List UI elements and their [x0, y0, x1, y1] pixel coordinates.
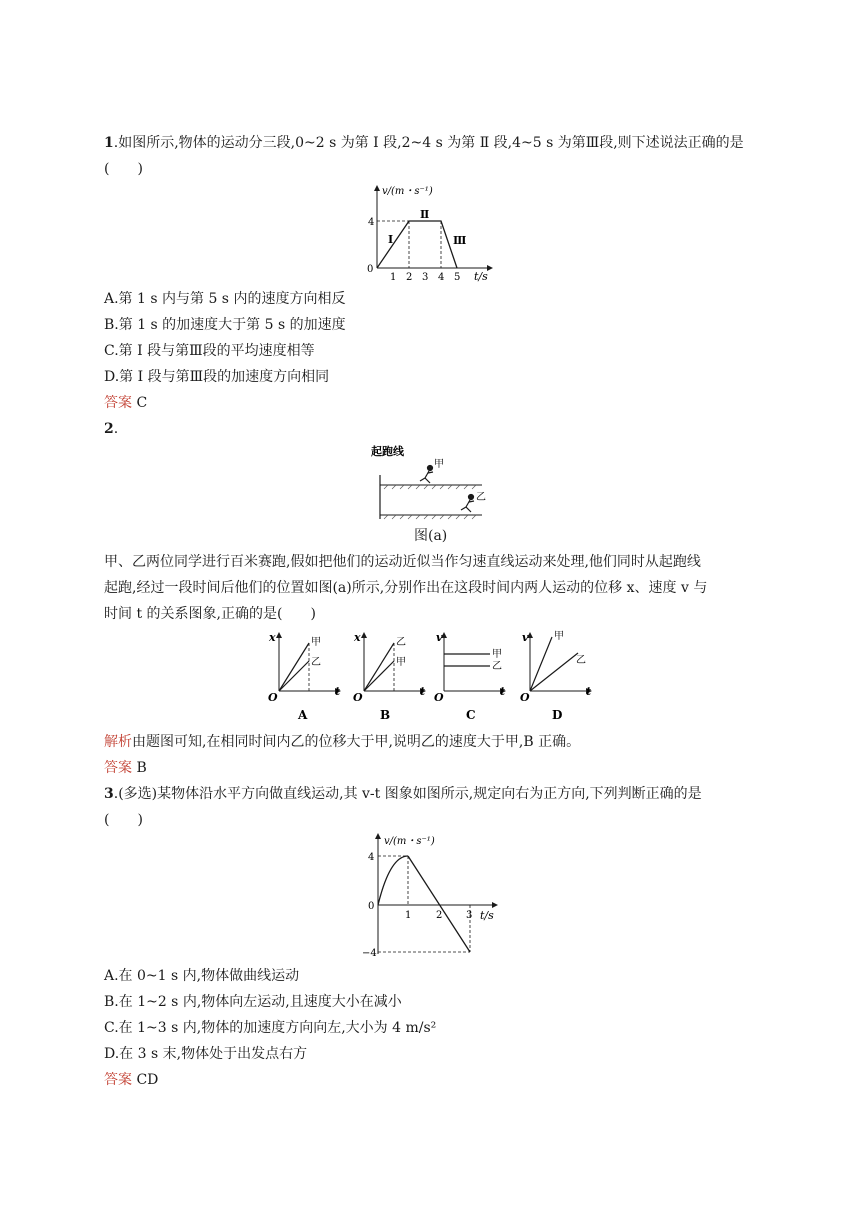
- q1-xtick-3: 3: [422, 272, 429, 283]
- q2-a-letter: A: [298, 708, 308, 722]
- q1-option-b: B.第 1 s 的加速度大于第 5 s 的加速度: [104, 317, 346, 333]
- q2-c-letter: C: [466, 708, 476, 722]
- q2-start-line-label: 起跑线: [371, 445, 404, 458]
- q3-answer-label: 答案: [104, 1072, 132, 1088]
- svg-text:乙: 乙: [396, 637, 406, 648]
- q1-answer-value: C: [132, 395, 148, 411]
- q2-d-letter: D: [552, 708, 563, 722]
- svg-text:乙: 乙: [311, 657, 321, 668]
- svg-text:O: O: [520, 691, 530, 704]
- q1-xtick-4: 4: [438, 272, 445, 283]
- svg-text:O: O: [353, 691, 363, 704]
- q3-blank: ( ): [104, 812, 143, 828]
- q2-runner-b-label: 乙: [476, 492, 486, 503]
- q2-lane-hatch: [384, 485, 476, 519]
- svg-text:O: O: [268, 691, 278, 704]
- q3-option-d: D.在 3 s 末,物体处于出发点右方: [104, 1046, 308, 1062]
- q2-runner-a-label: 甲: [434, 459, 444, 470]
- q1-number: 1: [104, 135, 114, 151]
- q3-option-b: B.在 1~2 s 内,物体向左运动,且速度大小在减小: [104, 994, 402, 1010]
- q2-figure-caption: 图(a): [414, 528, 448, 544]
- q3-stem-text: .(多选)某物体沿水平方向做直线运动,其 v-t 图象如图所示,规定向右为正方向,下列判断正确的是: [113, 786, 702, 802]
- q3-xtick-2: 2: [436, 910, 443, 921]
- q1-seg-label-1: Ⅰ: [388, 233, 394, 246]
- q2-stem-line-3: 时间 t 的关系图象,正确的是( ): [104, 606, 316, 622]
- q3-ylabel: v/(m・s⁻¹): [384, 836, 435, 847]
- q1-stem: [104, 133, 744, 153]
- q2-analysis-label: 解析: [104, 734, 132, 750]
- q1-option-c: C.第 Ⅰ 段与第Ⅲ段的平均速度相等: [104, 343, 315, 359]
- svg-text:x: x: [269, 631, 276, 644]
- q2-stem-line-2: 起跑,经过一段时间后他们的位置如图(a)所示,分别作出在这段时间内两人运动的位移 x、速度 v 与: [104, 580, 708, 596]
- svg-text:O: O: [434, 691, 444, 704]
- svg-text:甲: 甲: [311, 637, 321, 648]
- q2-b-line-bottom: [364, 661, 394, 691]
- q2-graph-a: [265, 629, 345, 724]
- q2-runner-b-icon: [461, 495, 474, 513]
- q2-graph-d: [518, 629, 598, 724]
- q2-graph-b: [350, 629, 430, 724]
- svg-text:v: v: [522, 631, 529, 644]
- q2-b-letter: B: [380, 708, 391, 722]
- svg-text:甲: 甲: [396, 657, 406, 668]
- q3-origin: 0: [368, 901, 375, 912]
- q1-blank: ( ): [104, 161, 143, 177]
- q1-ylabel: v/(m・s⁻¹): [382, 186, 433, 197]
- q3-number: 3: [104, 786, 114, 802]
- q1-option-a: A.第 1 s 内与第 5 s 内的速度方向相反: [104, 291, 346, 307]
- q2-number: 2: [104, 421, 114, 437]
- q1-origin: 0: [367, 264, 374, 275]
- q2-a-line-top: [279, 643, 309, 691]
- q1-ytick-4: 4: [368, 217, 375, 228]
- svg-text:乙: 乙: [576, 655, 586, 666]
- q1-seg-label-2: Ⅱ: [420, 208, 430, 221]
- q1-xlabel: t/s: [474, 270, 488, 283]
- q2-graph-c: [432, 629, 512, 724]
- q3-stem: [104, 784, 702, 804]
- q2-dot: .: [113, 421, 119, 437]
- q3-option-c: C.在 1~3 s 内,物体的加速度方向向左,大小为 4 m/s²: [104, 1020, 437, 1036]
- q3-line-1-3: [408, 856, 473, 952]
- svg-text:甲: 甲: [492, 649, 502, 660]
- svg-text:t: t: [500, 685, 506, 698]
- q2-a-line-bottom: [279, 661, 309, 691]
- svg-text:乙: 乙: [492, 661, 502, 672]
- q1-seg-label-3: Ⅲ: [453, 234, 467, 247]
- q3-ytick-4: 4: [368, 852, 375, 863]
- q3-option-a: A.在 0~1 s 内,物体做曲线运动: [104, 968, 300, 984]
- q1-answer: [104, 393, 147, 413]
- q1-vt-graph: [362, 180, 512, 285]
- svg-text:t: t: [586, 685, 592, 698]
- svg-text:t: t: [335, 685, 341, 698]
- q3-answer-value: CD: [132, 1072, 159, 1088]
- svg-text:t: t: [420, 685, 426, 698]
- q3-vt-graph: [362, 830, 512, 960]
- q3-xlabel: t/s: [480, 909, 494, 922]
- q2-answer-label: 答案: [104, 760, 132, 776]
- q1-xtick-2: 2: [406, 272, 413, 283]
- q2-answer: [104, 758, 147, 778]
- q1-xtick-1: 1: [390, 272, 397, 283]
- q2-number-line: [104, 419, 118, 439]
- q3-curve-0-1: [378, 856, 408, 905]
- q1-stem-text: .如图所示,物体的运动分三段,0~2 s 为第 Ⅰ 段,2~4 s 为第 Ⅱ 段,4~5 s 为第Ⅲ段,则下述说法正确的是: [113, 135, 744, 151]
- svg-text:x: x: [354, 631, 361, 644]
- svg-text:甲: 甲: [554, 631, 564, 642]
- q1-option-d: D.第 Ⅰ 段与第Ⅲ段的加速度方向相同: [104, 369, 330, 385]
- q2-analysis: [104, 732, 580, 752]
- q2-answer-value: B: [132, 760, 147, 776]
- q1-xtick-5: 5: [454, 272, 461, 283]
- q1-answer-label: 答案: [104, 395, 132, 411]
- q2-analysis-text: 由题图可知,在相同时间内乙的位移大于甲,说明乙的速度大于甲,B 正确。: [132, 734, 581, 750]
- q3-xtick-3: 3: [466, 910, 473, 921]
- q2-race-figure: [370, 443, 490, 523]
- q3-ytick-neg4: −4: [362, 948, 377, 959]
- q3-answer: [104, 1070, 158, 1090]
- q2-b-line-top: [364, 643, 394, 691]
- q3-xtick-1: 1: [405, 910, 412, 921]
- svg-text:v: v: [436, 631, 443, 644]
- q2-stem-line-1: 甲、乙两位同学进行百米赛跑,假如把他们的运动近似当作匀速直线运动来处理,他们同时从起跑线: [104, 554, 701, 570]
- q2-runner-a-icon: [420, 466, 433, 484]
